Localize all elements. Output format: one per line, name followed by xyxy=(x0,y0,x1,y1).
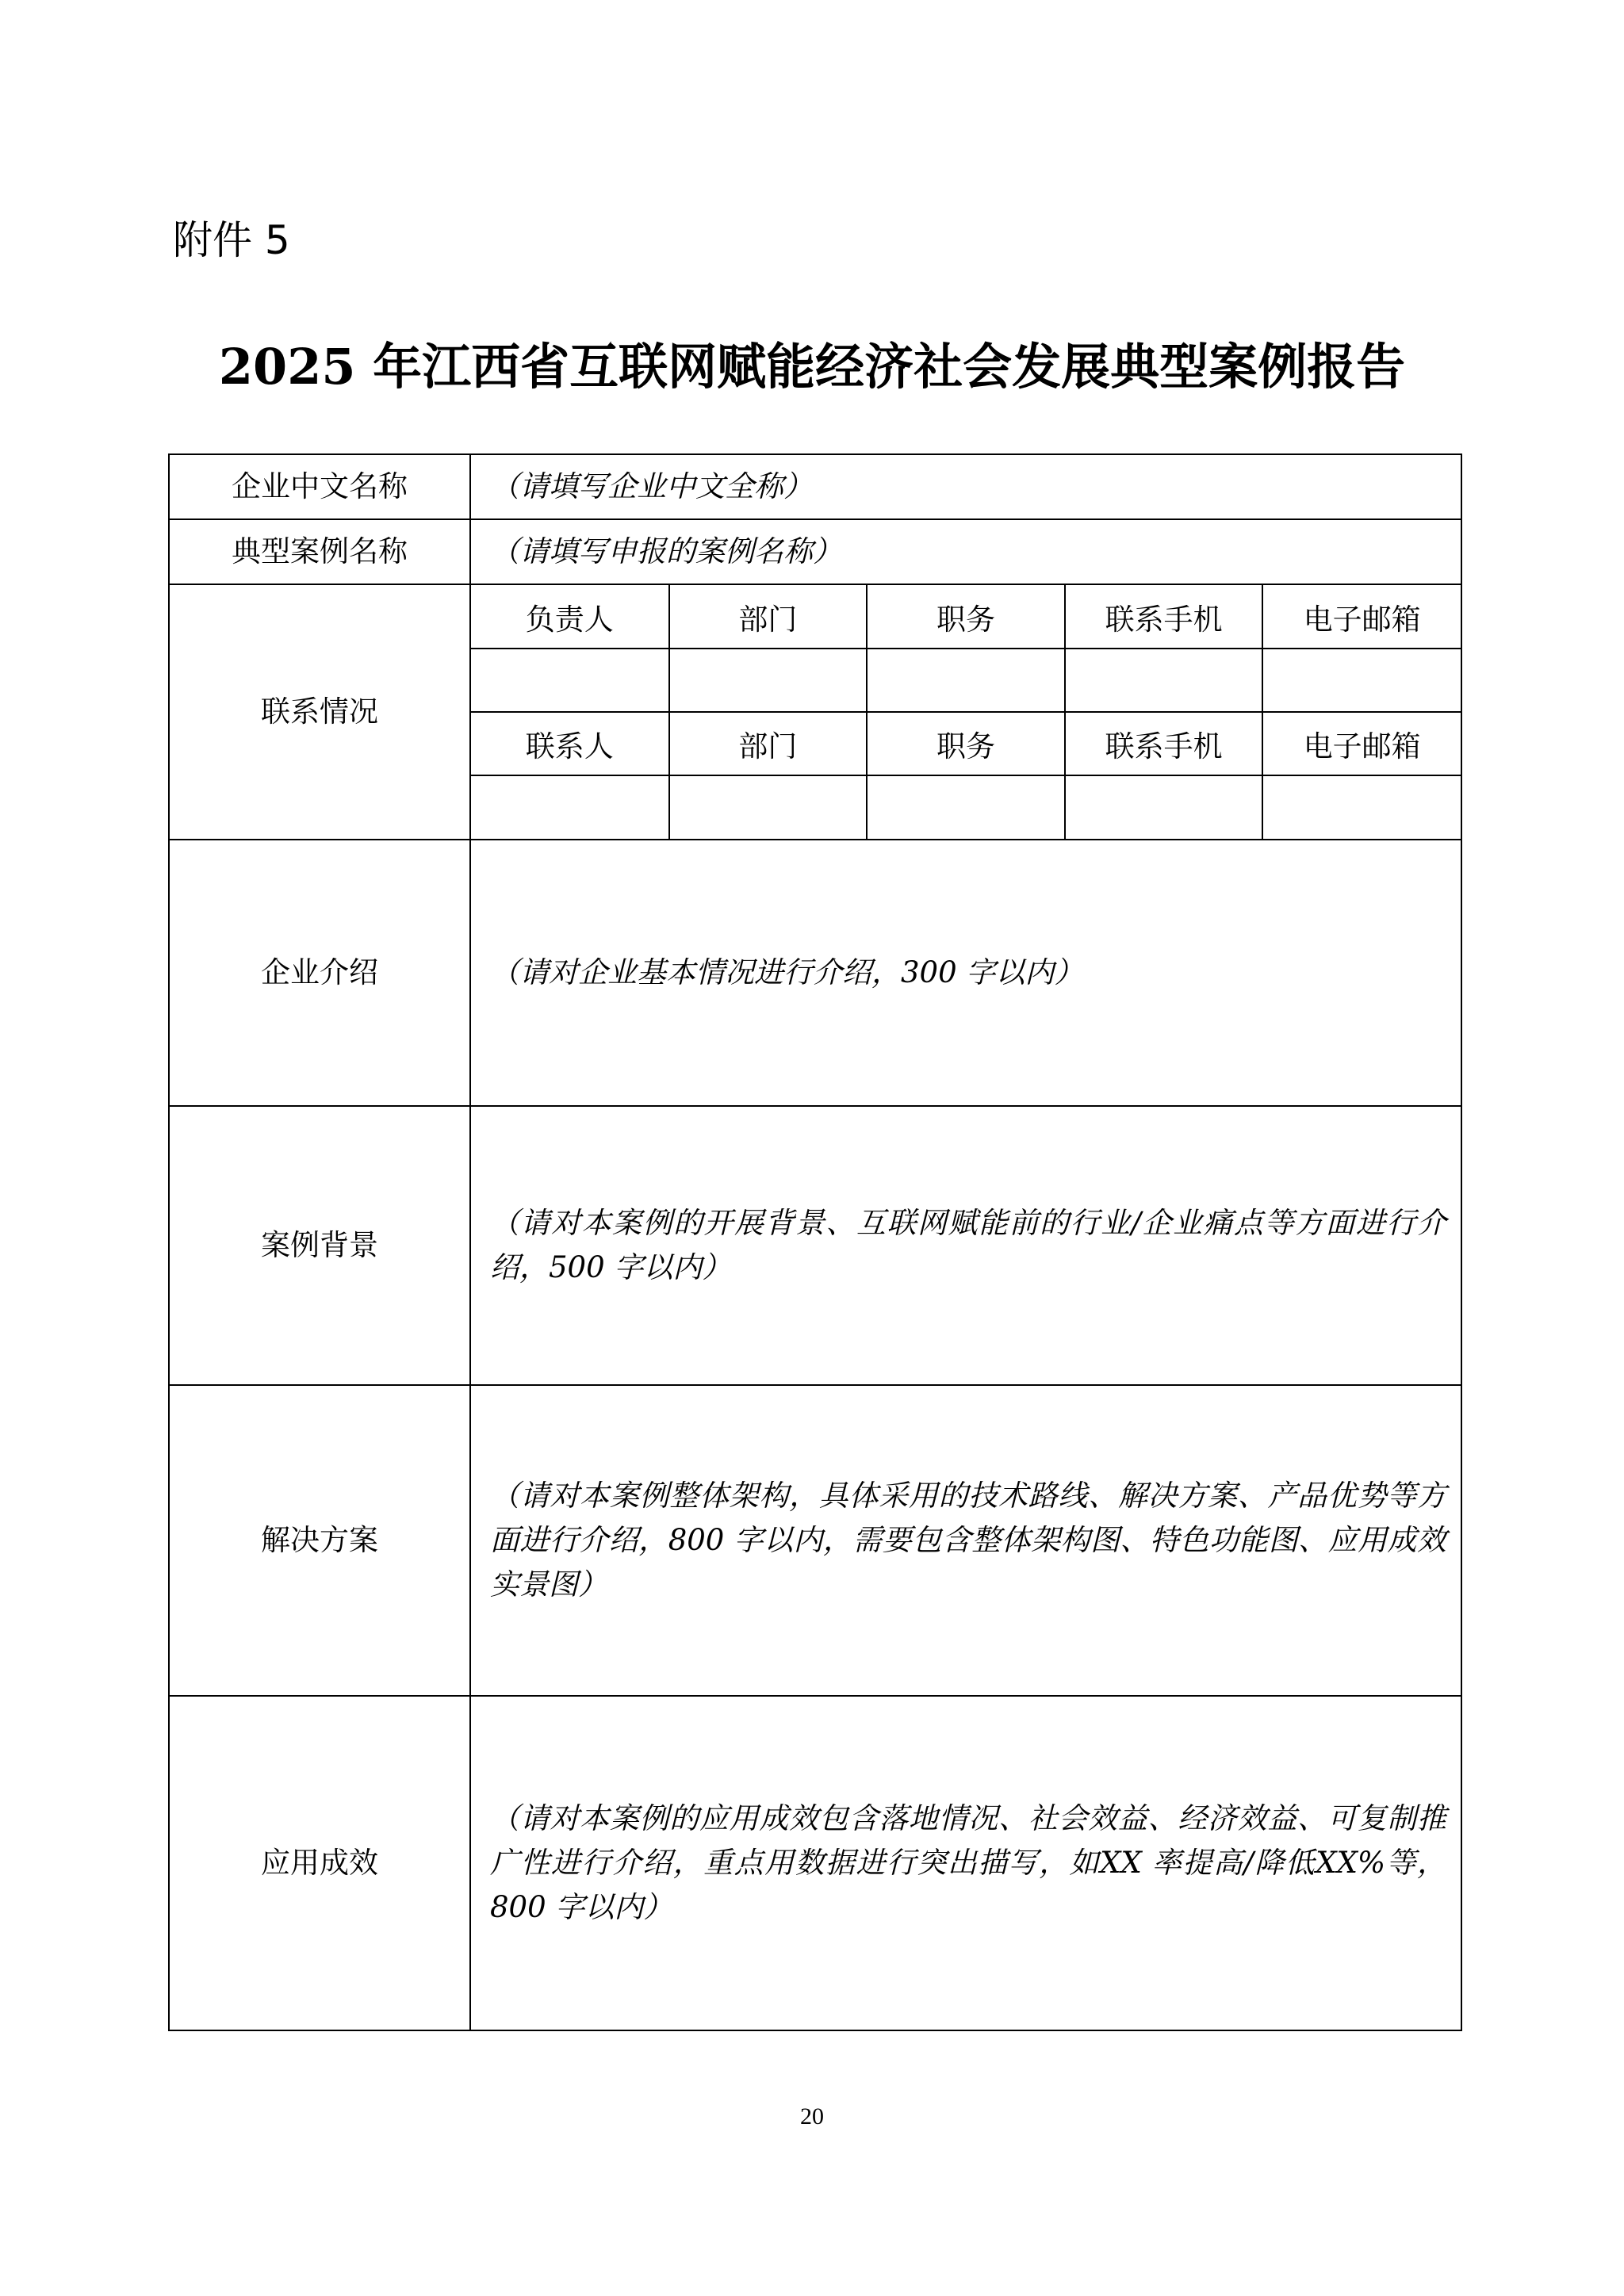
company-intro-label: 企业介绍 xyxy=(169,840,470,1106)
principal-department-input[interactable] xyxy=(669,649,868,712)
company-intro-field[interactable]: （请对企业基本情况进行介绍，300 字以内） xyxy=(470,840,1461,1106)
case-background-field[interactable]: （请对本案例的开展背景、互联网赋能前的行业/企业痛点等方面进行介绍，500 字以内） xyxy=(470,1106,1461,1385)
contact-person-email-input[interactable] xyxy=(1262,775,1461,839)
case-name-field[interactable]: （请填写申报的案例名称） xyxy=(470,519,1461,584)
solution-label: 解决方案 xyxy=(169,1385,470,1696)
contact-header-cell: 部门 xyxy=(669,712,868,775)
document-title: 2025 年江西省互联网赋能经济社会发展典型案例报告 xyxy=(218,338,1406,396)
case-name-label: 典型案例名称 xyxy=(169,519,470,584)
principal-email-input[interactable] xyxy=(1262,649,1461,712)
case-background-row xyxy=(169,1106,1461,1385)
contact-header-cell: 职务 xyxy=(867,585,1065,649)
application-effect-field[interactable]: （请对本案例的应用成效包含落地情况、社会效益、经济效益、可复制推广性进行介绍，重点用数据进行突出描写，如XX 率提高/降低XX%等，800 字以内） xyxy=(470,1696,1461,2030)
principal-name-input[interactable] xyxy=(471,649,669,712)
company-name-field[interactable]: （请填写企业中文全称） xyxy=(470,454,1461,519)
attachment-label: 附件 5 xyxy=(173,217,290,263)
application-effect-label: 应用成效 xyxy=(169,1696,470,2030)
contact-header-cell: 部门 xyxy=(669,585,868,649)
contact-input-row-1 xyxy=(471,649,1461,712)
contact-person-position-input[interactable] xyxy=(867,775,1065,839)
contact-grid xyxy=(471,585,1461,839)
company-name-label: 企业中文名称 xyxy=(169,454,470,519)
contact-header-cell: 联系手机 xyxy=(1065,712,1263,775)
company-intro-row xyxy=(169,840,1461,1106)
contact-person-department-input[interactable] xyxy=(669,775,868,839)
case-background-label: 案例背景 xyxy=(169,1106,470,1385)
contact-person-name-input[interactable] xyxy=(471,775,669,839)
contact-header-cell: 联系人 xyxy=(471,712,669,775)
company-name-row xyxy=(169,454,1461,519)
contact-header-row-2 xyxy=(471,712,1461,775)
principal-position-input[interactable] xyxy=(867,649,1065,712)
report-form-table xyxy=(168,453,1462,2031)
contact-header-cell: 职务 xyxy=(867,712,1065,775)
contact-header-row-1 xyxy=(471,585,1461,649)
contact-header-cell: 负责人 xyxy=(471,585,669,649)
contact-header-cell: 联系手机 xyxy=(1065,585,1263,649)
page-number: 20 xyxy=(800,2103,824,2130)
contact-person-mobile-input[interactable] xyxy=(1065,775,1263,839)
application-effect-row xyxy=(169,1696,1461,2030)
contact-input-row-2 xyxy=(471,775,1461,839)
contact-row xyxy=(169,584,1461,840)
contact-label: 联系情况 xyxy=(169,584,470,840)
contact-grid-cell xyxy=(470,584,1461,840)
solution-row xyxy=(169,1385,1461,1696)
contact-header-cell: 电子邮箱 xyxy=(1262,585,1461,649)
contact-header-cell: 电子邮箱 xyxy=(1262,712,1461,775)
solution-field[interactable]: （请对本案例整体架构，具体采用的技术路线、解决方案、产品优势等方面进行介绍，800 字以内，需要包含整体架构图、特色功能图、应用成效实景图） xyxy=(470,1385,1461,1696)
principal-mobile-input[interactable] xyxy=(1065,649,1263,712)
case-name-row xyxy=(169,519,1461,584)
